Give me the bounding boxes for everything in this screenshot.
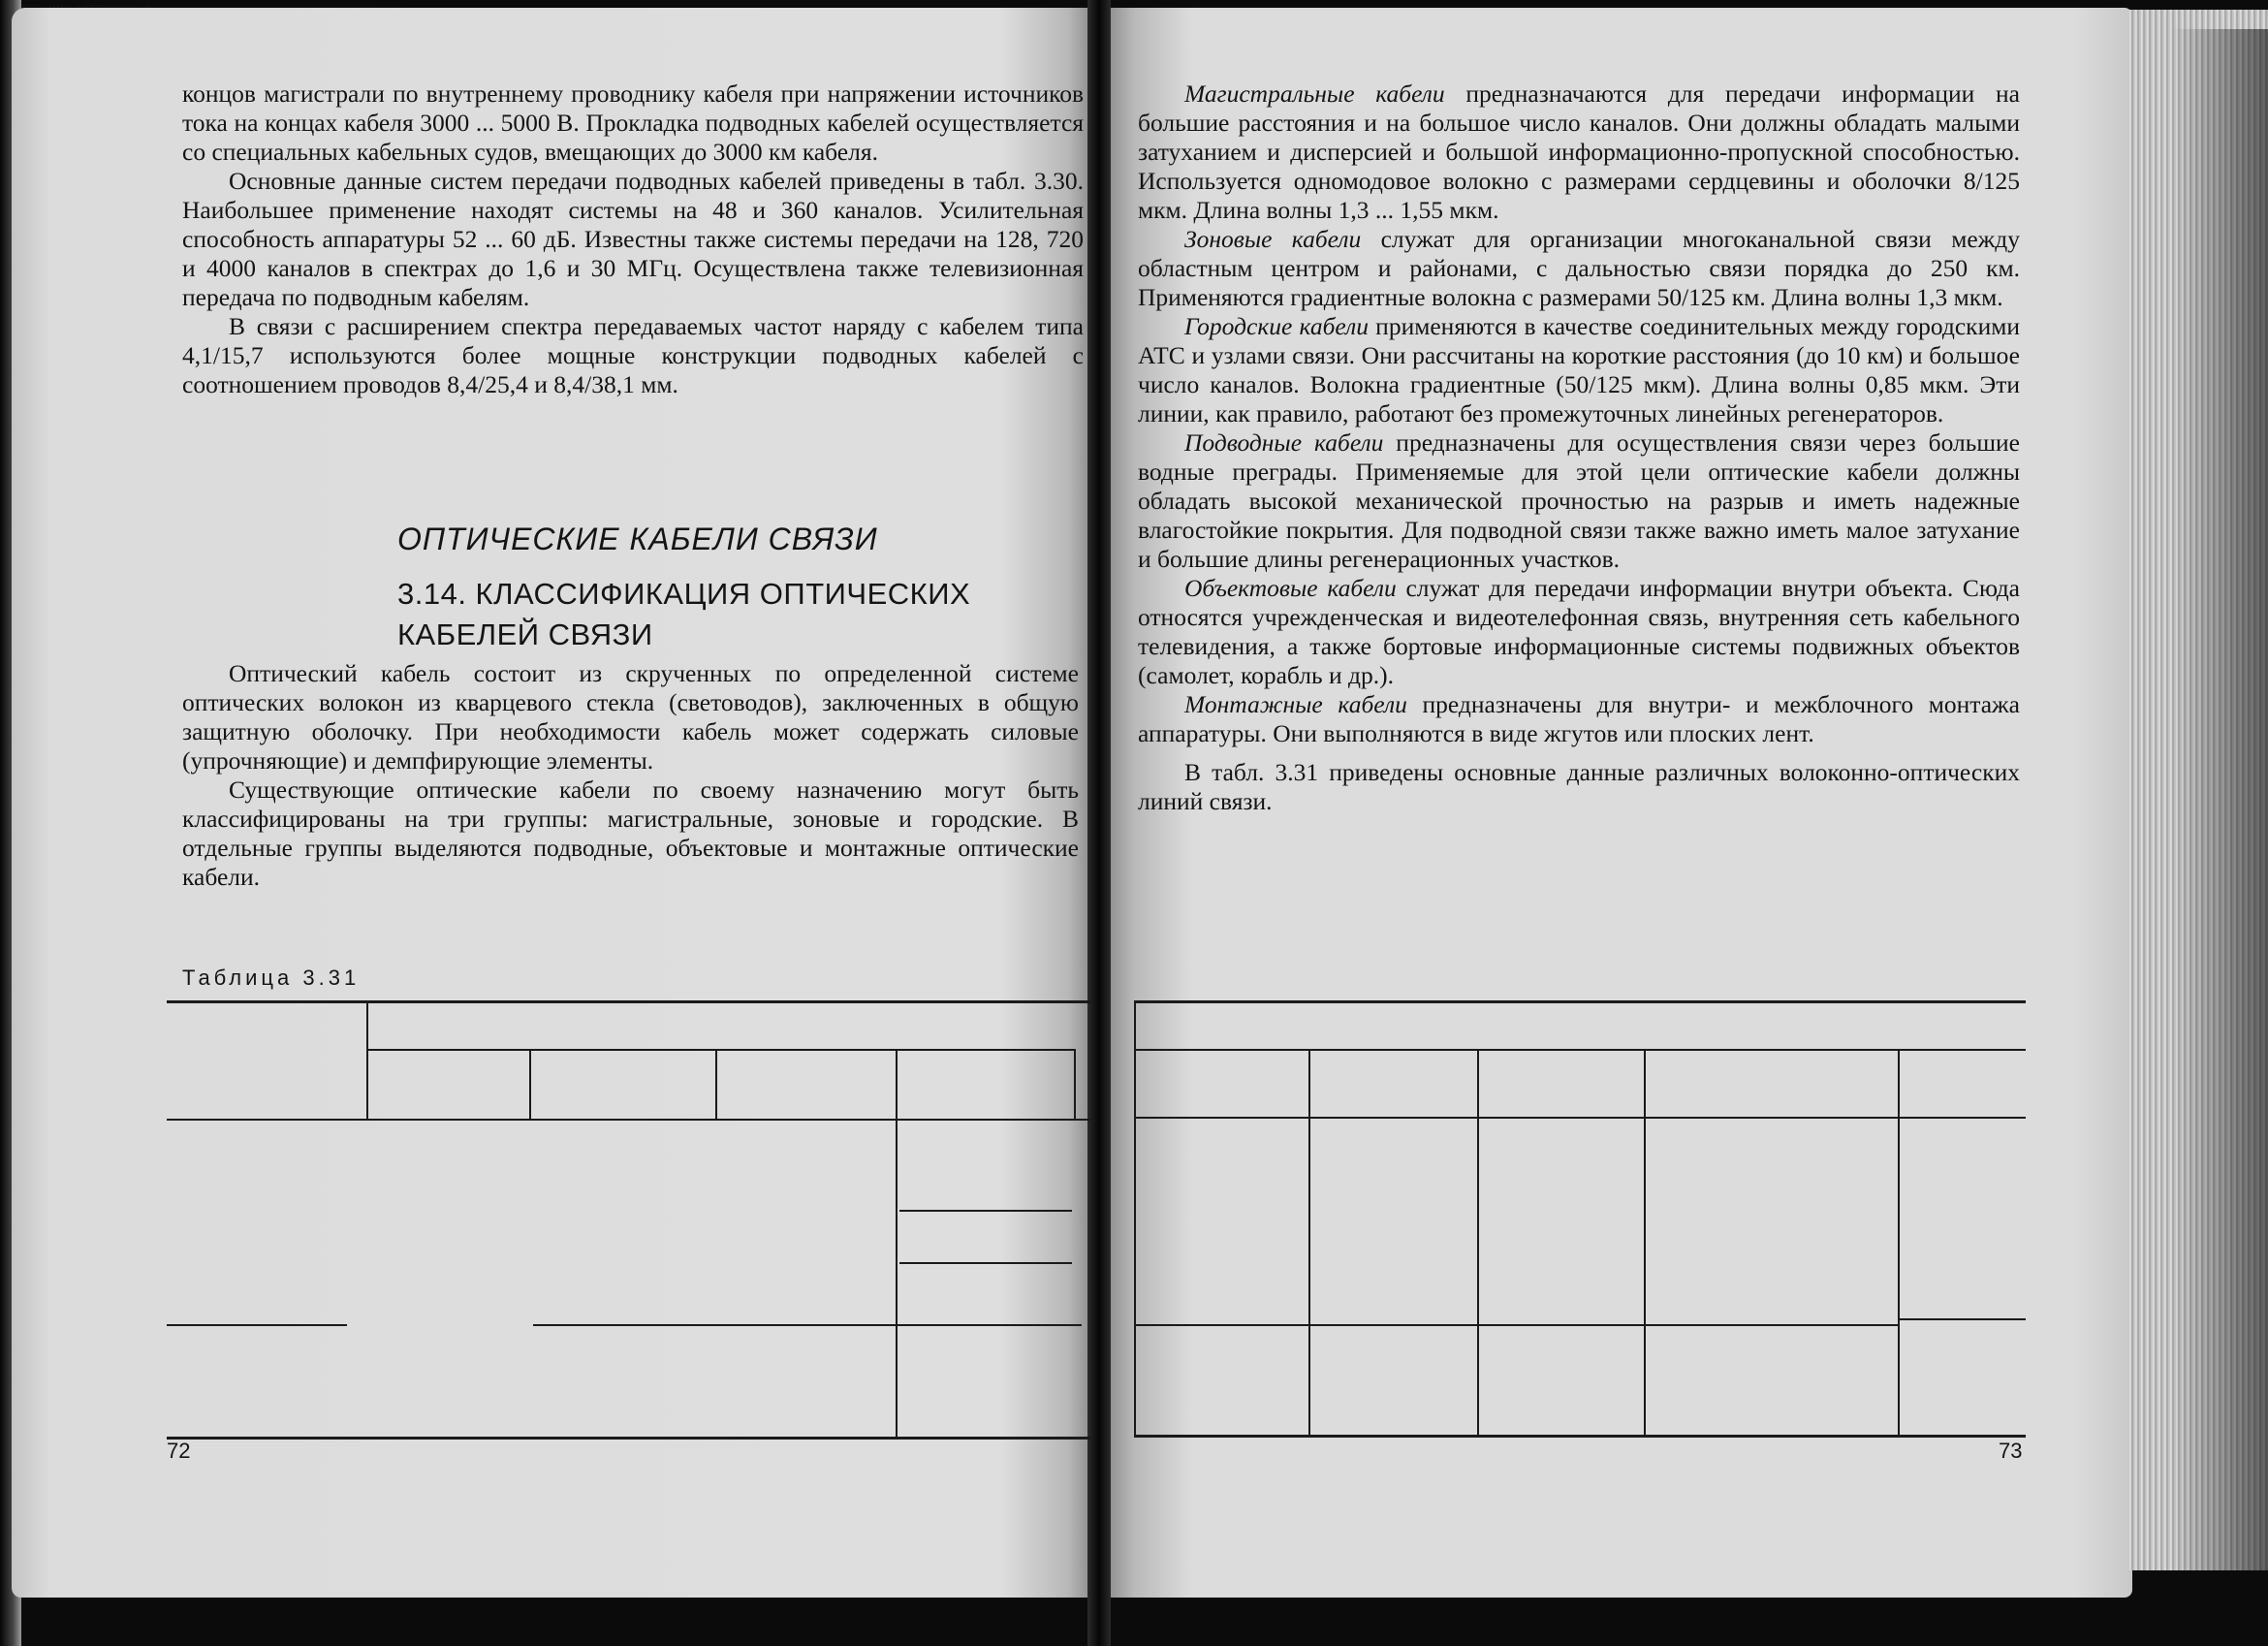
page-number-right: 73 xyxy=(1999,1439,2023,1463)
table-caption: Таблица 3.31 xyxy=(182,965,361,990)
paragraph: В табл. 3.31 приведены основные данные различных волоконно-оптических линий связи. xyxy=(1138,758,2020,815)
paragraph-text: предназначены для внутри- и межблочного монтажа аппаратуры. Они выполняются в виде жгутов или плоских лент. xyxy=(1138,690,2020,747)
subsection-title-line: 3.14. КЛАССИФИКАЦИЯ ОПТИЧЕСКИХ xyxy=(397,577,971,611)
paragraph-text: предназначаются для передачи информации на большие расстояния и на большое число каналов. Они должны обладать малыми затуханием и дисперсией и большой информационно-пропускной способностью. Используется одномодовое волокно с размерами сердцевины и оболочки 8/125 мкм. Длина волны 1,3 ... 1,55 мкм. xyxy=(1138,79,2020,224)
paragraph-text: применяются в качестве соединительных между городскими АТС и узлами связи. Они рассчитаны на короткие расстояния (до 10 км) и большое число каналов. Волокна градиентные (50/125 мкм). Длина волны 0,85 мкм. Эти линии, как правило, работают без промежуточных линейных регенераторов. xyxy=(1138,312,2020,427)
section-title: ОПТИЧЕСКИЕ КАБЕЛИ СВЯЗИ xyxy=(397,522,878,556)
term: Магистральные кабели xyxy=(1184,79,1445,108)
paragraph-text: служат для организации многоканальной связи между областным центром и районами, с дальностью связи порядка до 250 км. Применяются градиентные волокна с размерами 50/125 км. Длина волны 1,3 мкм. xyxy=(1138,225,2020,311)
paragraph xyxy=(1138,79,2020,225)
right-page-text xyxy=(1138,79,2020,816)
paragraph xyxy=(1138,312,2020,428)
term: Городские кабели xyxy=(1184,312,1369,340)
term: Монтажные кабели xyxy=(1184,690,1407,718)
paragraph: Основные данные систем передачи подводных кабелей приведены в табл. 3.30. Наибольшее применение находят системы на 48 и 360 каналов. Усилительная способность аппаратуры 52 ... 60 дБ. Известны также системы передачи на 128, 720 и 4000 каналов в спектрах до 1,6 и 30 МГц. Осуществлена также телевизионная передача по подводным кабелям. xyxy=(182,167,1084,311)
subsection-title xyxy=(397,574,970,655)
paragraph xyxy=(1138,690,2020,748)
paragraph-text: служат для передачи информации внутри объекта. Сюда относятся учрежденческая и видеотелефонная связь, внутренняя сеть кабельного телевидения, а также бортовые информационные системы подвижных объектов (самолет, корабль и др.). xyxy=(1138,574,2020,689)
page-number-left: 72 xyxy=(167,1439,191,1463)
paragraph: Оптический кабель состоит из скрученных по определенной системе оптических волокон из кварцевого стекла (световодов), заключенных в общую защитную оболочку. При необходимости кабель может содержать силовые (упрочняющие) и демпфирующие элементы. xyxy=(182,659,1079,775)
term: Зоновые кабели xyxy=(1184,225,1362,253)
book-gutter xyxy=(1087,0,1111,1646)
paragraph: Существующие оптические кабели по своему назначению могут быть классифицированы на три группы: магистральные, зоновые и городские. В отдельные группы выделяются подводные, объектовые и монтажные оптические кабели. xyxy=(182,776,1079,891)
term: Подводные кабели xyxy=(1184,428,1384,457)
paragraph xyxy=(1138,225,2020,312)
page-edges-shadow xyxy=(2171,29,2268,1570)
paragraph: В связи с расширением спектра передаваемых частот наряду с кабелем типа 4,1/15,7 используются более мощные конструкции подводных кабелей с соотношением проводов 8,4/25,4 и 8,4/38,1 мм. xyxy=(182,312,1084,398)
term: Объектовые кабели xyxy=(1184,574,1397,602)
subsection-title-line: КАБЕЛЕЙ СВЯЗИ xyxy=(397,617,653,651)
left-page-text-top xyxy=(182,79,1084,399)
paragraph: концов магистрали по внутреннему проводнику кабеля при напряжении источников тока на концах кабеля 3000 ... 5000 В. Прокладка подводных кабелей осуществляется со специальных кабельных судов, вмещающих до 3000 км кабеля. xyxy=(182,79,1084,166)
paragraph xyxy=(1138,574,2020,690)
paragraph-text: предназначены для осуществления связи через большие водные преграды. Применяемые для этой цели оптические кабели должны обладать высокой механической прочностью на разрыв и иметь надежные влагостойкие покрытия. Для подводной связи также важно иметь малое затухание и большие длины регенерационных участков. xyxy=(1138,428,2021,573)
left-page-text-bottom xyxy=(182,659,1079,892)
paragraph xyxy=(1138,428,2020,574)
